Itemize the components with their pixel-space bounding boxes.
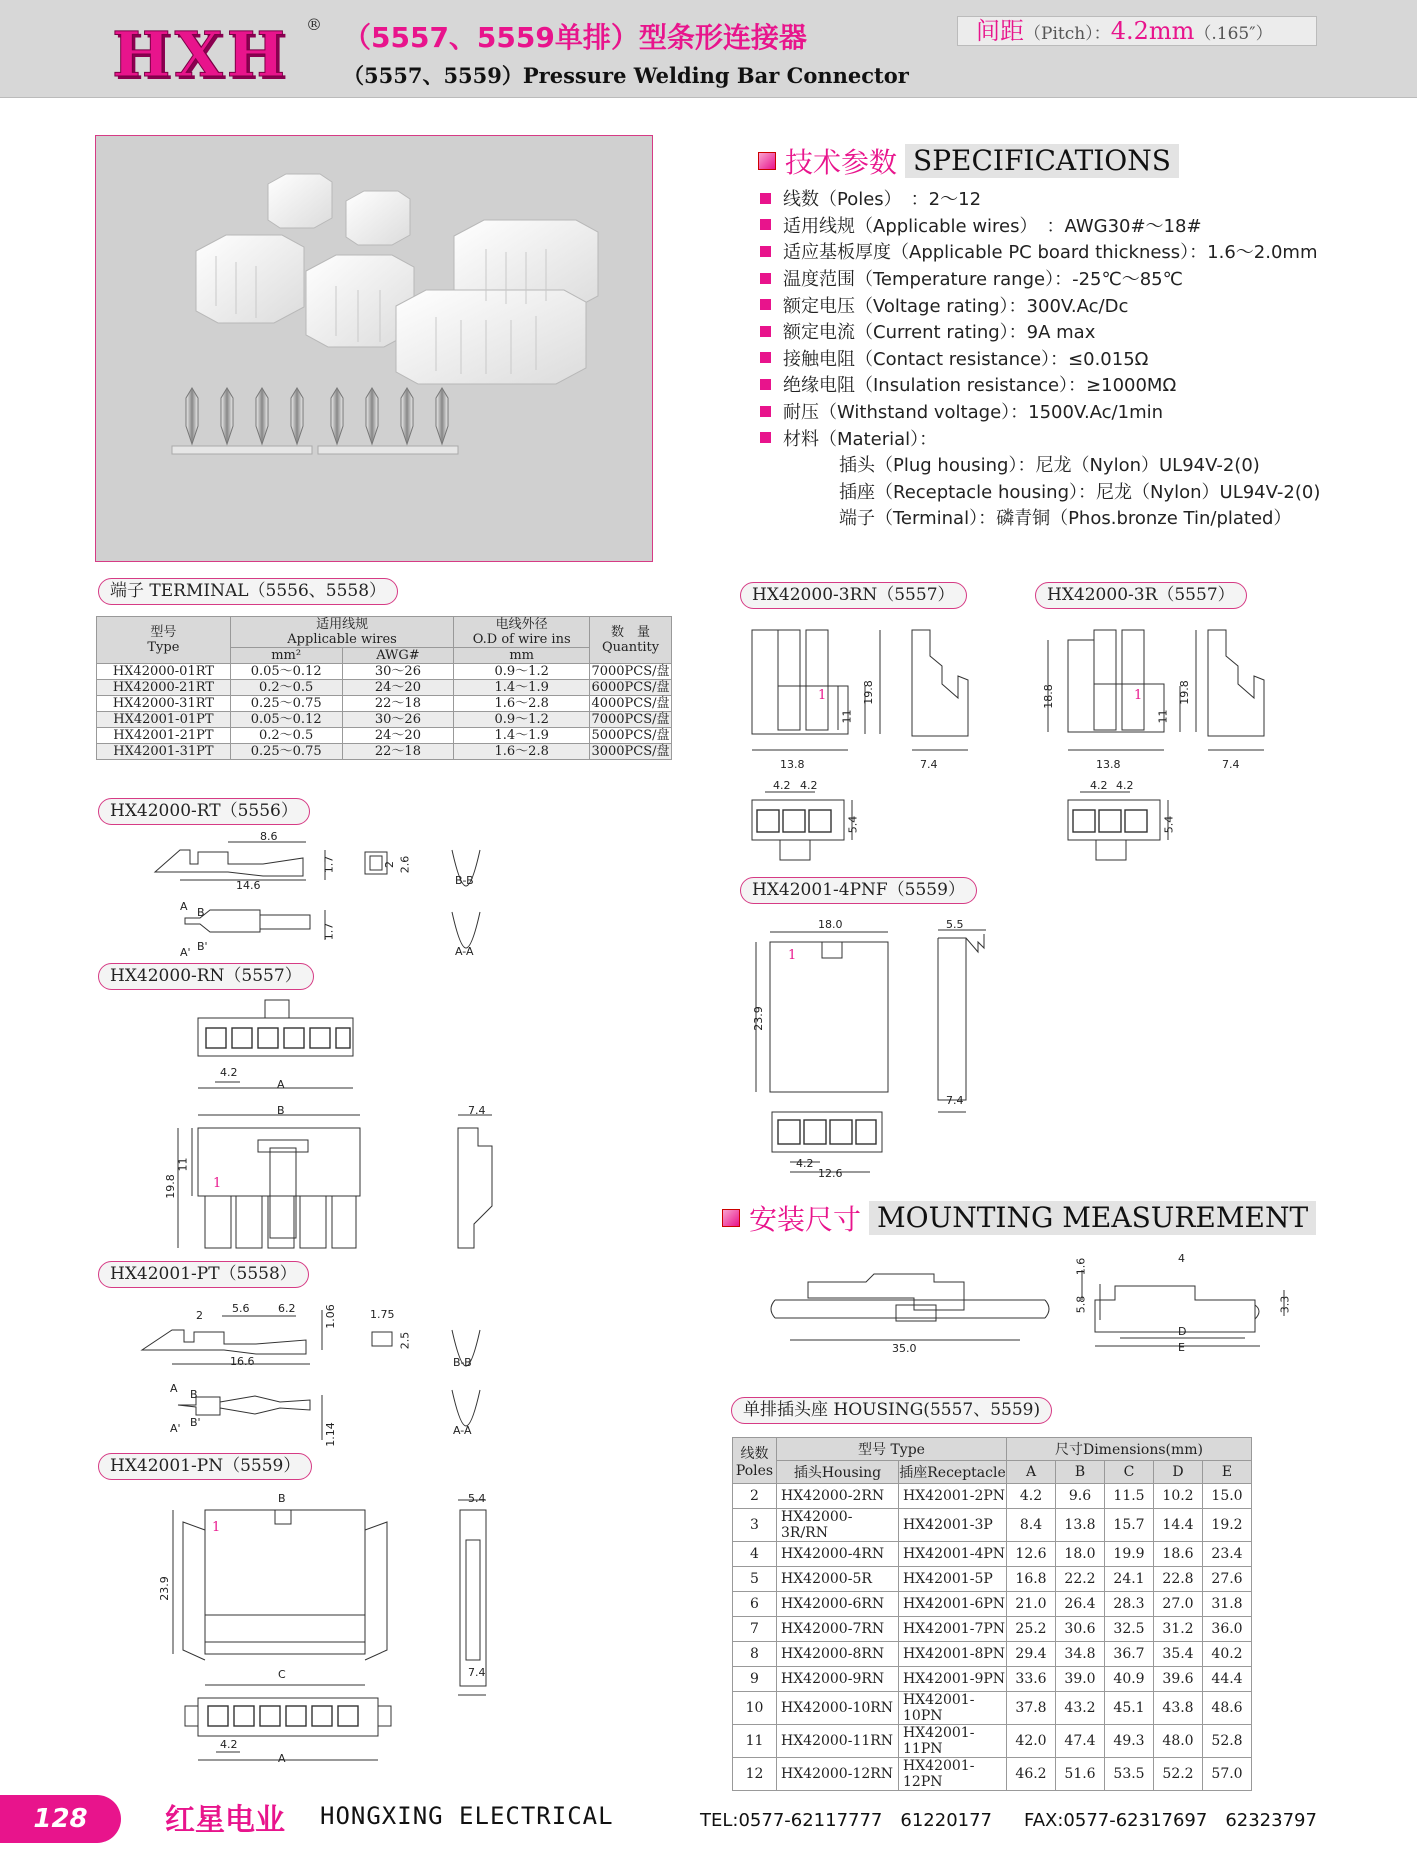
table-row: 6 HX42000-6RN HX42001-6PN 21.0 26.4 28.3 27.0 31.8 <box>733 1592 1252 1617</box>
drawing-title-rn: HX42000-RN（5557） <box>98 963 314 990</box>
spec-item: 额定电流（Current rating）：9A max <box>760 318 1320 345</box>
spec-subitem: 插头（Plug housing）：尼龙（Nylon）UL94V-2(0) <box>839 455 1260 477</box>
table-row: HX42001-31PT 0.25～0.75 22～18 1.6～2.8 3000PCS/盘 <box>97 744 672 760</box>
th-qty: 数 量 Quantity <box>590 617 672 664</box>
th-type: 型号 Type <box>97 617 231 664</box>
dimension-labels: 8.6 14.6 1.7 2.6 2 B-B A-A A B A' B' 1.7 4.2 A B 19.8 11 7.4 1 5.6 6.2 2 16.6 1.06 1.75 2.5 1.14 B-B A-A A B A' B' B C A 23.9 5.4 7.4 4.2 1 19.8 11 13.8 7.4 4.2 4.2 5.4 1 18.8 19.8 11 13.8 7.4 4.2 4.2 5.4 1 18.0 5.5 23.9 7.4 4.2 12.6 1 35.0 1.6 5.8 4 3.3 D E <box>157 680 1292 1765</box>
contact-fax: FAX:0577-62317697 62323797 <box>1024 1810 1317 1831</box>
contact-tel: TEL:0577-62117777 61220177 <box>700 1810 992 1831</box>
drawing-title-pn: HX42001-PN（5559） <box>98 1453 312 1480</box>
table-row: 12 HX42000-12RN HX42001-12PN 46.2 51.6 53.5 52.2 57.0 <box>733 1758 1252 1791</box>
spec-item: 绝缘电阻（Insulation resistance）：≥1000MΩ <box>760 371 1320 398</box>
drawing-title-pt: HX42001-PT（5558） <box>98 1261 309 1288</box>
drawing-title-3r: HX42000-3R（5557） <box>1035 582 1247 609</box>
brand-logo: HXH <box>112 18 290 91</box>
spec-item: 材料（Material）： <box>760 424 1320 451</box>
drawing-title-4pnf: HX42001-4PNF（5559） <box>740 877 977 904</box>
table-row: HX42000-01RT 0.05～0.12 30～26 0.9～1.2 7000PCS/盘 <box>97 664 672 680</box>
th-a: A <box>1007 1461 1056 1484</box>
table-row: HX42000-21RT 0.2～0.5 24～20 1.4～1.9 6000PCS/盘 <box>97 680 672 696</box>
drawing-title-3rn: HX42000-3RN（5557） <box>740 582 967 609</box>
specs-title-en: SPECIFICATIONS <box>905 144 1179 178</box>
th-b: B <box>1056 1461 1105 1484</box>
pitch-value: 4.2mm <box>1110 17 1195 45</box>
th-d: D <box>1154 1461 1203 1484</box>
table-row: 11 HX42000-11RN HX42001-11PN 42.0 47.4 49.3 48.0 52.8 <box>733 1725 1252 1758</box>
th-mm: mm² <box>230 648 342 664</box>
spec-item: 额定电压（Voltage rating）：300V.Ac/Dc <box>760 291 1320 318</box>
table-row: HX42000-31RT 0.25～0.75 22～18 1.6～2.8 4000PCS/盘 <box>97 696 672 712</box>
specs-title-cn: 技术参数 <box>785 146 898 179</box>
table-row: 3 HX42000-3R/RN HX42001-3P 8.4 13.8 15.7 14.4 19.2 <box>733 1509 1252 1542</box>
spec-subitem: 端子（Terminal）：磷青铜（Phos.bronze Tin/plated） <box>839 508 1292 530</box>
pitch-inch: （.165″） <box>1194 24 1273 44</box>
spec-item: 适应基板厚度（Applicable PC board thickness）：1.6～2.0mm <box>760 238 1320 265</box>
table-row: HX42001-21PT 0.2～0.5 24～20 1.4～1.9 5000PCS/盘 <box>97 728 672 744</box>
th-e: E <box>1203 1461 1252 1484</box>
th-poles: 线数 Poles <box>733 1438 777 1484</box>
table-row: 4 HX42000-4RN HX42001-4PN 12.6 18.0 19.9 18.6 23.4 <box>733 1542 1252 1567</box>
th-awg: AWG# <box>342 648 454 664</box>
spec-item: 线数（Poles） ：2～12 <box>760 185 1320 212</box>
page-number: 128 <box>0 1795 121 1843</box>
table-row: 10 HX42000-10RN HX42001-10PN 37.8 43.2 45.1 43.8 48.6 <box>733 1692 1252 1725</box>
th-dims: 尺寸Dimensions(mm) <box>1007 1438 1252 1461</box>
page-title-cn: （5557、5559单排）型条形连接器 <box>343 21 807 54</box>
th-od-unit: mm <box>454 648 590 664</box>
drawing-title-rt: HX42000-RT（5556） <box>98 798 310 825</box>
th-wires: 适用线规 Applicable wires <box>230 617 454 648</box>
table-row: 5 HX42000-5R HX42001-5P 16.8 22.2 24.1 22.8 27.6 <box>733 1567 1252 1592</box>
pitch-label-cn: 间距 <box>976 17 1024 45</box>
th-housing: 插头Housing <box>777 1461 899 1484</box>
mounting-title-en: MOUNTING MEASUREMENT <box>869 1201 1316 1235</box>
housing-table-title: 单排插头座 HOUSING(5557、5559) <box>731 1397 1052 1424</box>
housing-table <box>732 1437 1252 1791</box>
company-name-cn: 红星电业 <box>165 1803 285 1838</box>
table-row: 8 HX42000-8RN HX42001-8PN 29.4 34.8 36.7 35.4 40.2 <box>733 1642 1252 1667</box>
spec-item: 温度范围（Temperature range）：-25℃～85℃ <box>760 265 1320 292</box>
th-type: 型号 Type <box>777 1438 1007 1461</box>
table-row: 9 HX42000-9RN HX42001-9PN 33.6 39.0 40.9 39.6 44.4 <box>733 1667 1252 1692</box>
table-row: 7 HX42000-7RN HX42001-7PN 25.2 30.6 32.5 31.2 36.0 <box>733 1617 1252 1642</box>
th-c: C <box>1105 1461 1154 1484</box>
spec-item: 耐压（Withstand voltage）：1500V.Ac/1min <box>760 398 1320 425</box>
spec-item: 接触电阻（Contact resistance）：≤0.015Ω <box>760 345 1320 372</box>
spec-item: 适用线规（Applicable wires） ：AWG30#～18# <box>760 212 1320 239</box>
spec-subitem: 插座（Receptacle housing）：尼龙（Nylon）UL94V-2(0) <box>839 481 1321 503</box>
table-row: HX42001-01PT 0.05～0.12 30～26 0.9～1.2 7000PCS/盘 <box>97 712 672 728</box>
th-receptacle: 插座Receptacle <box>899 1461 1007 1484</box>
pitch-label-en: （Pitch）： <box>1024 24 1111 44</box>
th-od: 电线外径 O.D of wire ins <box>454 617 590 648</box>
terminal-table-title: 端子 TERMINAL（5556、5558） <box>98 578 398 605</box>
company-name-en: HONGXING ELECTRICAL <box>320 1802 614 1830</box>
mounting-title-cn: 安装尺寸 <box>749 1203 862 1236</box>
page-title-en: （5557、5559）Pressure Welding Bar Connector <box>343 63 909 88</box>
table-row: 2 HX42000-2RN HX42001-2PN 4.2 9.6 11.5 10.2 15.0 <box>733 1484 1252 1509</box>
registered-mark: ® <box>306 15 322 34</box>
